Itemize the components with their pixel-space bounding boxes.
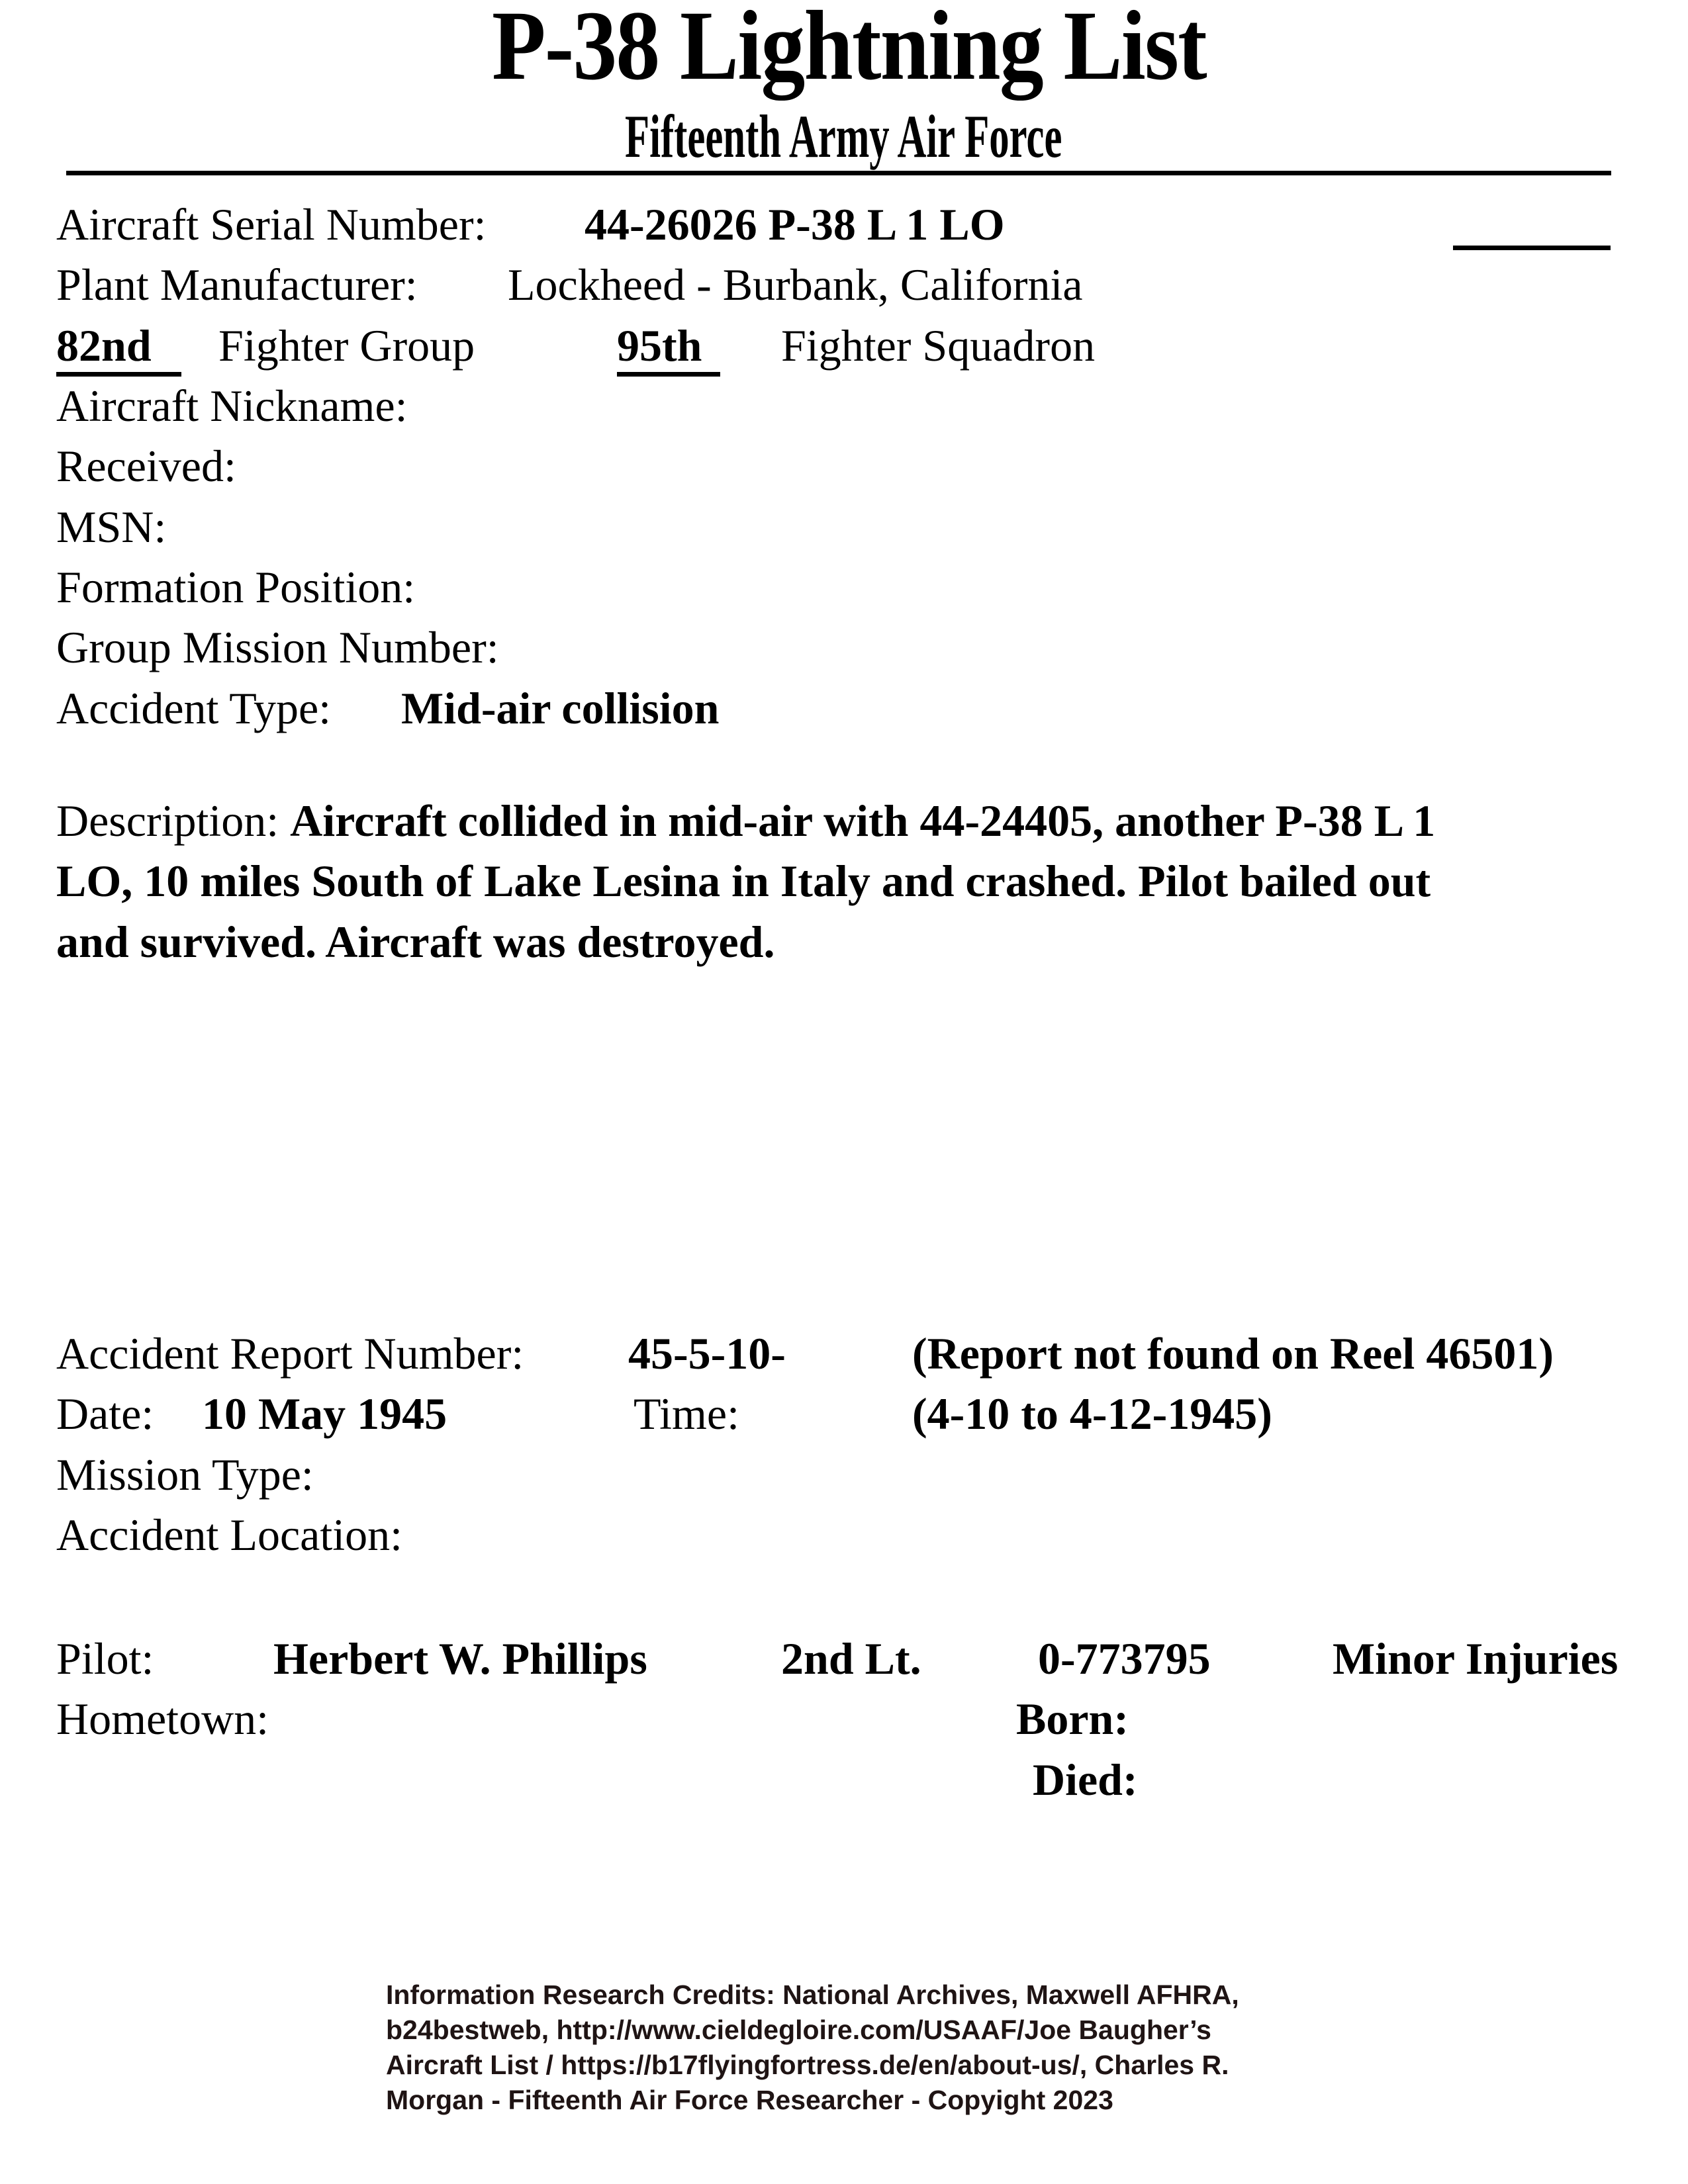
accident-type-value: Mid-air collision (401, 683, 720, 733)
plant-manufacturer-label: Plant Manufacturer: (56, 259, 418, 310)
msn-line: MSN: (56, 502, 167, 552)
fighter-group-number: 82nd (56, 319, 181, 377)
credits-line-1: Information Research Credits: National Archives, Maxwell AFHRA, (386, 1979, 1239, 2010)
accident-type-line (56, 682, 1671, 740)
page-title: P-38 Lightning List (492, 0, 1206, 101)
plant-manufacturer-line (56, 258, 1671, 316)
nickname-line: Aircraft Nickname: (56, 381, 408, 431)
accident-report-label: Accident Report Number: (56, 1328, 524, 1379)
pilot-label: Pilot: (56, 1633, 154, 1684)
fighter-squadron-number: 95th (617, 319, 720, 377)
group-squadron-line (56, 319, 1671, 377)
hometown-born-line (56, 1692, 1671, 1751)
date-label: Date: (56, 1388, 154, 1439)
credits-block (386, 1978, 1239, 2118)
description-label: Description: (56, 796, 279, 846)
formation-position-line: Formation Position: (56, 562, 416, 612)
time-note: (4-10 to 4-12-1945) (912, 1388, 1272, 1439)
pilot-serial: 0-773795 (1038, 1633, 1211, 1684)
accident-report-note: (Report not found on Reel 46501) (912, 1328, 1554, 1379)
fighter-group-label: Fighter Group (218, 320, 475, 371)
credits-line-4: Morgan - Fifteenth Air Force Researcher - Copyight 2023 (386, 2085, 1113, 2115)
died-label: Died: (1033, 1754, 1138, 1805)
page-subtitle: Fifteenth Army Air Force (625, 103, 1062, 170)
plant-manufacturer-value: Lockheed - Burbank, California (508, 259, 1083, 310)
date-value: 10 May 1945 (202, 1388, 447, 1439)
credits-line-3: Aircraft List / https://b17flyingfortress.de/en/about-us/, Charles R. (386, 2050, 1229, 2080)
description-line-2: LO, 10 miles South of Lake Lesina in Italy and crashed. Pilot bailed out (56, 856, 1431, 906)
serial-number-label: Aircraft Serial Number: (56, 199, 487, 250)
description-text-1: Aircraft collided in mid-air with 44-24405, another P-38 L 1 (290, 796, 1436, 846)
accident-report-number: 45-5-10- (628, 1328, 786, 1379)
pilot-injury-status: Minor Injuries (1333, 1633, 1618, 1684)
mission-type-line: Mission Type: (56, 1449, 314, 1500)
fighter-squadron-label: Fighter Squadron (781, 320, 1096, 371)
died-line (56, 1753, 1671, 1811)
received-line: Received: (56, 441, 236, 491)
header-divider (66, 171, 1611, 175)
date-time-line (56, 1387, 1671, 1445)
serial-number-value: 44-26026 P-38 L 1 LO (585, 199, 1005, 250)
pilot-rank: 2nd Lt. (781, 1633, 921, 1684)
time-label: Time: (633, 1388, 740, 1439)
hometown-label: Hometown: (56, 1694, 269, 1744)
pilot-line (56, 1632, 1671, 1690)
accident-report-line (56, 1327, 1671, 1385)
group-mission-number-line: Group Mission Number: (56, 622, 499, 672)
serial-number-line (56, 198, 1671, 256)
pilot-name: Herbert W. Phillips (273, 1633, 647, 1684)
born-label: Born: (1016, 1694, 1129, 1744)
description-line-1 (56, 794, 1671, 852)
description-line-3: and survived. Aircraft was destroyed. (56, 917, 775, 967)
accident-location-line: Accident Location: (56, 1510, 403, 1560)
credits-line-2: b24bestweb, http://www.cieldegloire.com/USAAF/Joe Baugher’s (386, 2015, 1211, 2045)
blank-field-line (1453, 246, 1611, 250)
accident-type-label: Accident Type: (56, 683, 332, 733)
